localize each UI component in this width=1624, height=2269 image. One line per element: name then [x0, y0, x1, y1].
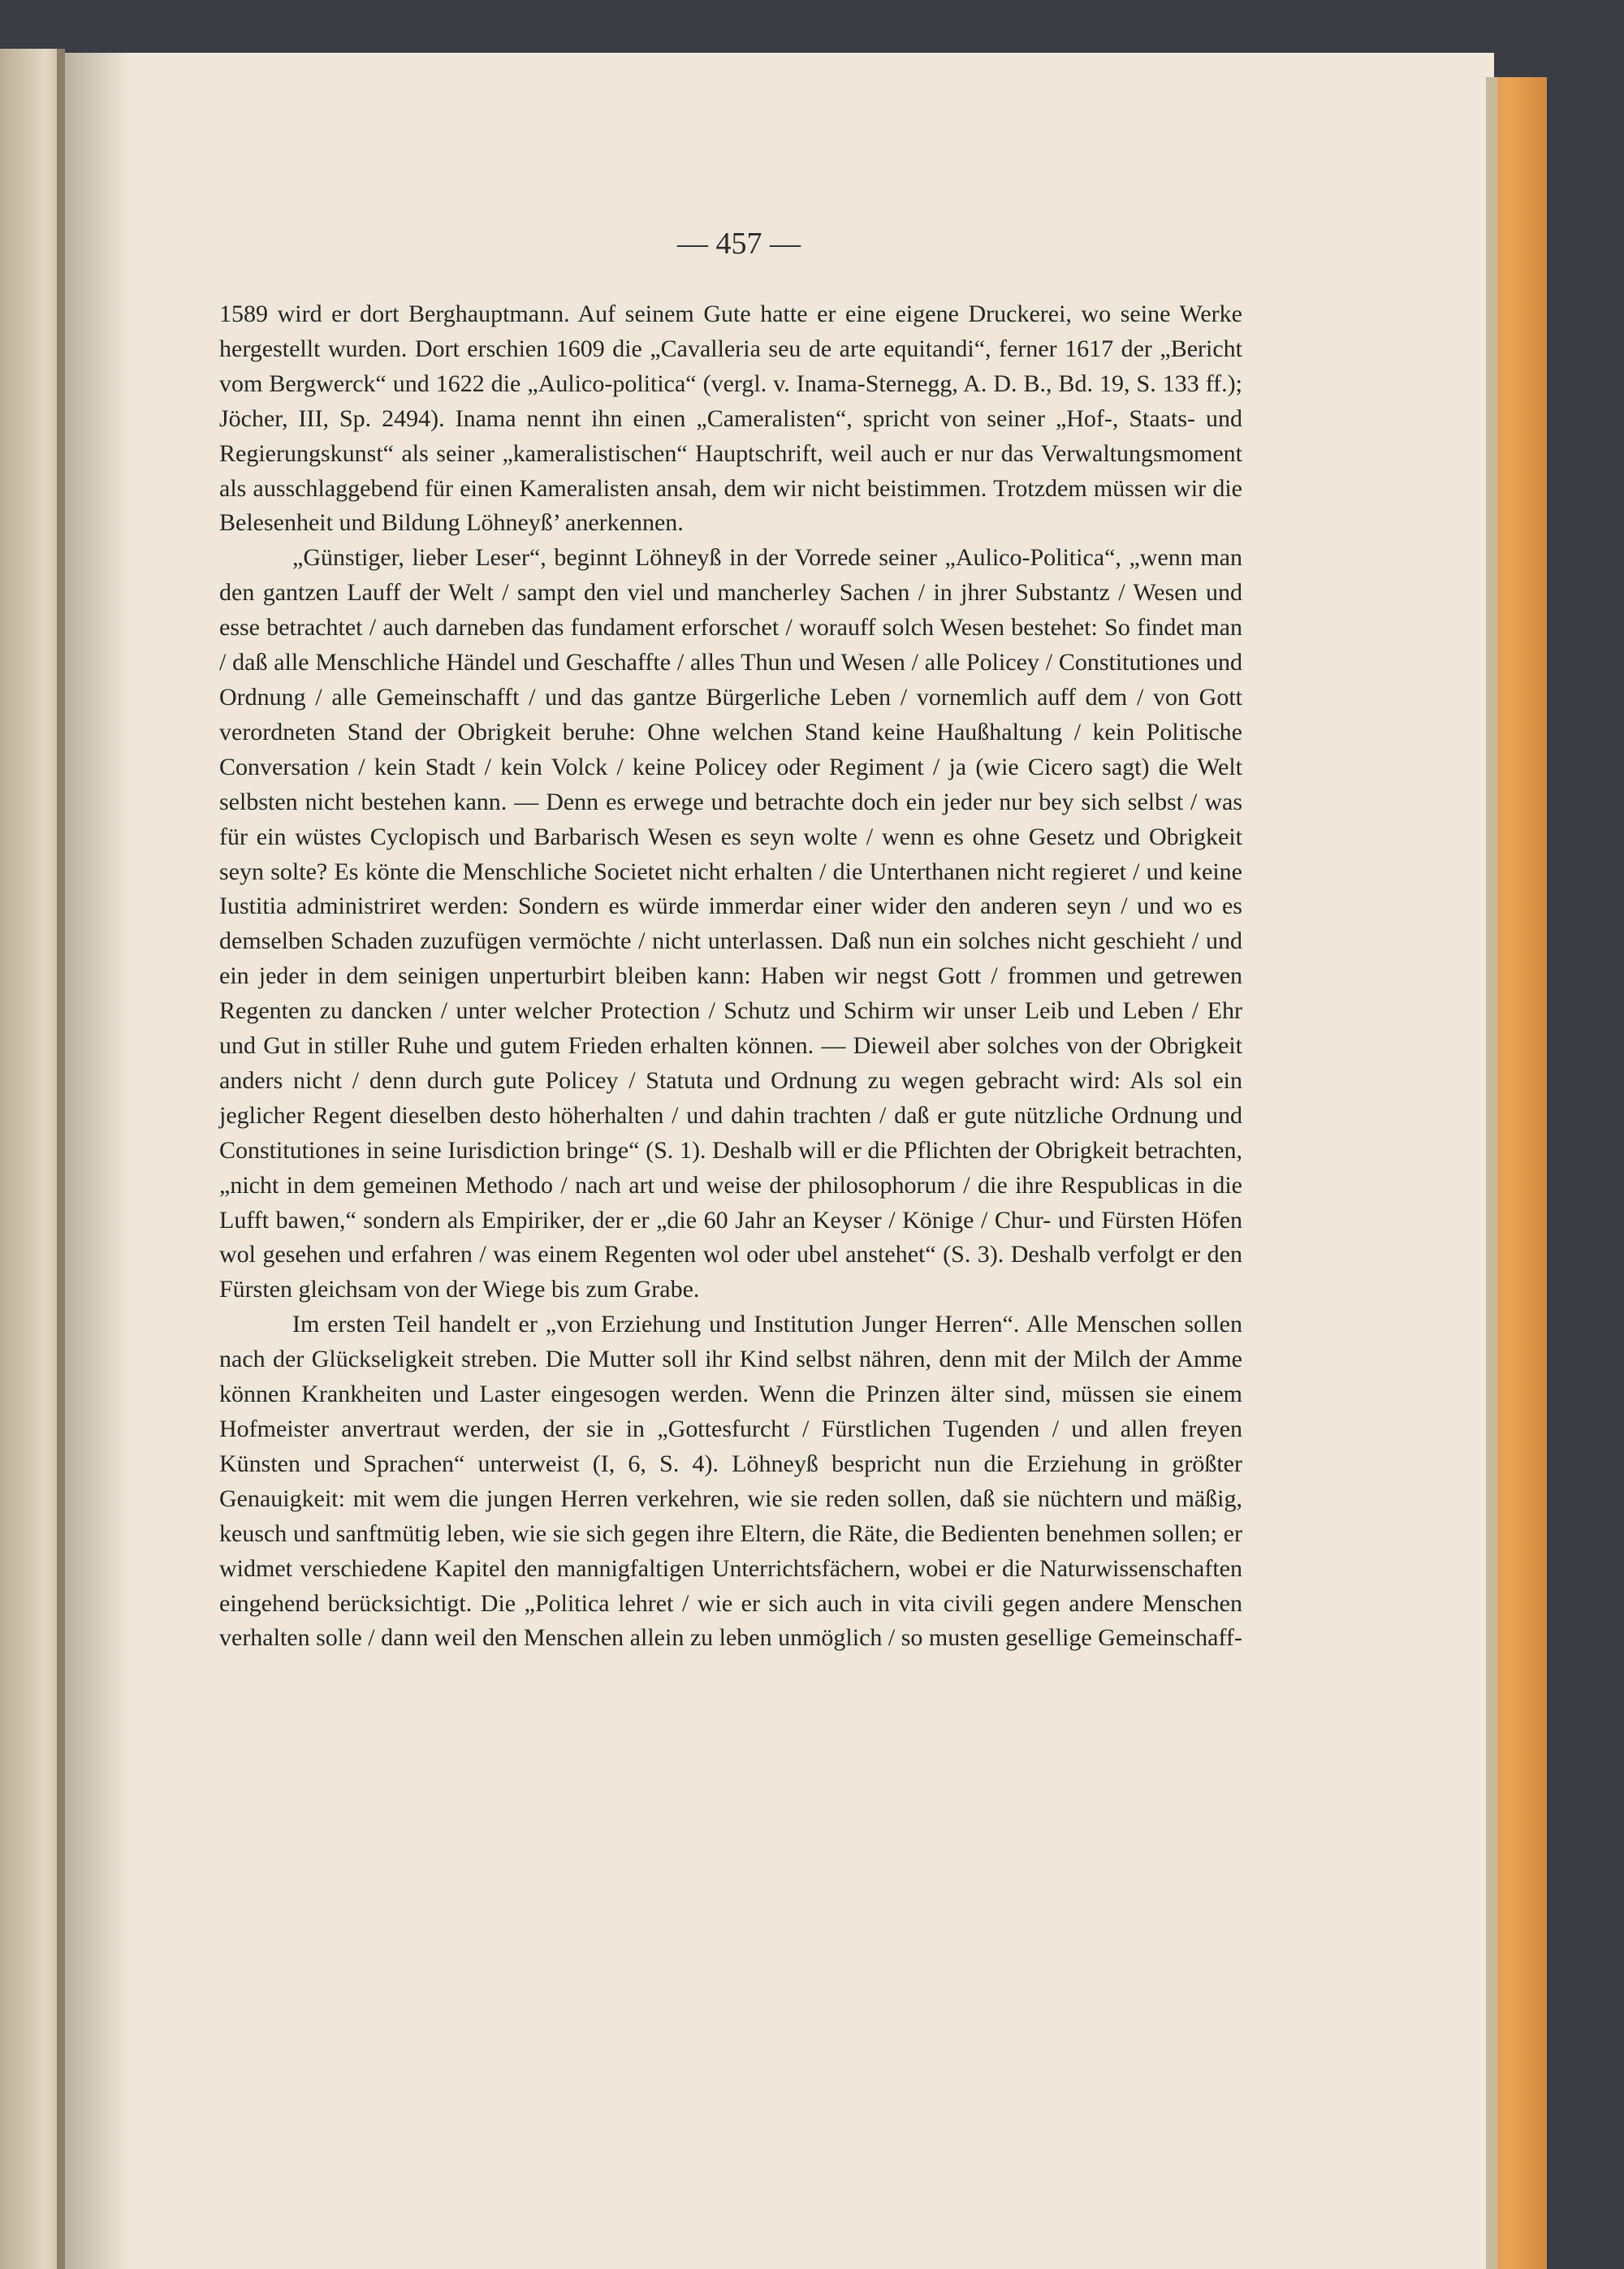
paragraph: „Günstiger, lieber Leser“, beginnt Löhneyß in der Vorrede seiner „Aulico-Politica“, „wenn man den gantzen Lauff der Welt / sampt den viel und mancherley Sachen / in jhrer Substantz / Wesen und esse betrachtet / auch darneben das fundament erforschet / worauff solch Wesen bestehet: So findet man / daß alle Menschliche Händel und Geschaffte / alles Thun und Wesen / alle Policey / Constitutiones und Ordnung / alle Gemeinschafft / und das gantze Bürgerliche Leben / vornemlich auff dem / von Gott verordneten Stand der Obrigkeit beruhe: Ohne welchen Stand keine Haußhaltung / kein Politische Conversation / kein Stadt / kein Volck / keine Policey oder Regiment / ja (wie Cicero sagt) die Welt selbsten nicht bestehen kann. — Denn es erwege und betrachte doch ein jeder nur bey sich selbst / was für ein wüstes Cyclopisch und Barbarisch Wesen es seyn wolte / wenn es ohne Gesetz und Obrigkeit seyn solte? Es könte die Menschliche Societet nicht erhalten / die Unterthanen nicht regieret / und keine Iustitia administriret werden: Sondern es würde immerdar einer wider den anderen seyn / und wo es demselben Schaden zuzufügen vermöchte / nicht unterlassen. Daß nun ein solches nicht geschieht / und ein jeder in dem seinigen unperturbirt bleiben kann: Haben wir negst Gott / frommen und getrewen Regenten zu dancken / unter welcher Protection / Schutz und Schirm wir unser Leib und Leben / Ehr und Gut in stiller Ruhe und gutem Frieden erhalten können. — Dieweil aber solches von der Obrigkeit anders nicht / denn durch gute Policey / Statuta und Ordnung zu wegen gebracht wird: Als sol ein jeglicher Regent dieselben desto höherhalten / und dahin trachten / daß er gute nützliche Ordnung und Constitutiones in seine Iurisdiction bringe“ (S. 1). Deshalb will er die Pflichten der Obrigkeit betrachten, „nicht in dem gemeinen Methodo / nach art und weise der philosophorum / die ihre Respublicas in die Lufft bawen,“ sondern als Empiriker, der er „die 60 Jahr an Keyser / Könige / Chur- und Fürsten Höfen wol gesehen und erfahren / was einem Regenten wol oder ubel anstehet“ (S. 3). Deshalb verfolgt er den Fürsten gleichsam von der Wiege bis zum Grabe. — [219, 544, 1242, 1303]
paragraph: Im ersten Teil handelt er „von Erziehung und Institution Junger Herren“. Alle Menschen sollen nach der Glückseligkeit streben. Die Mutter soll ihr Kind selbst nähren, denn mit der Milch der Amme können Krankheiten und Laster eingesogen werden. Wenn die Prinzen älter sind, müssen sie einem Hofmeister anvertraut werden, der sie in „Gottesfurcht / Fürstlichen Tugenden / und allen freyen Künsten und Sprachen“ unterweist (I, 6, S. 4). Löhneyß bespricht nun die Erziehung in größter Genauigkeit: mit wem die jungen Herren verkehren, wie sie reden sollen, daß sie nüchtern und mäßig, keusch und sanftmütig leben, wie sie sich gegen ihre Eltern, die Räte, die Bedienten benehmen sollen; er widmet verschiedene Kapitel den mannigfaltigen Unterrichtsfächern, wobei er die Naturwissenschaften eingehend berücksichtigt. Die „Politica lehret / wie er sich auch in vita civili gegen andere Menschen verhalten solle / dann weil den Menschen allein zu leben unmöglich / so musten gesellige Gemeinschaff- — [219, 1311, 1242, 1652]
gutter-shadow — [65, 53, 130, 2269]
page-number: — 457 — — [677, 227, 801, 261]
body-text — [219, 297, 1242, 1656]
paragraph: 1589 wird er dort Berghauptmann. Auf seinem Gute hatte er eine eigene Druckerei, wo seine Werke hergestellt wurden. Dort erschien 1609 die „Cavalleria seu de arte equitandi“, ferner 1617 der „Bericht vom Bergwerck“ und 1622 die „Aulico-politica“ (vergl. v. Inama-Sternegg, A. D. B., Bd. 19, S. 133 ff.); Jöcher, III, Sp. 2494). Inama nennt ihn einen „Cameralisten“, spricht von seiner „Hof-, Staats- und Regierungskunst“ als seiner „kameralistischen“ Hauptschrift, weil auch er nur das Verwaltungsmoment als ausschlaggebend für einen Kameralisten ansah, dem wir nicht beistimmen. Trotzdem müssen wir die Belesenheit und Bildung Löhneyß’ anerkennen. — [219, 300, 1242, 537]
left-page-edge — [0, 49, 65, 2269]
page-stack-edge — [1486, 77, 1497, 2269]
left-page-shadow — [57, 49, 65, 2269]
